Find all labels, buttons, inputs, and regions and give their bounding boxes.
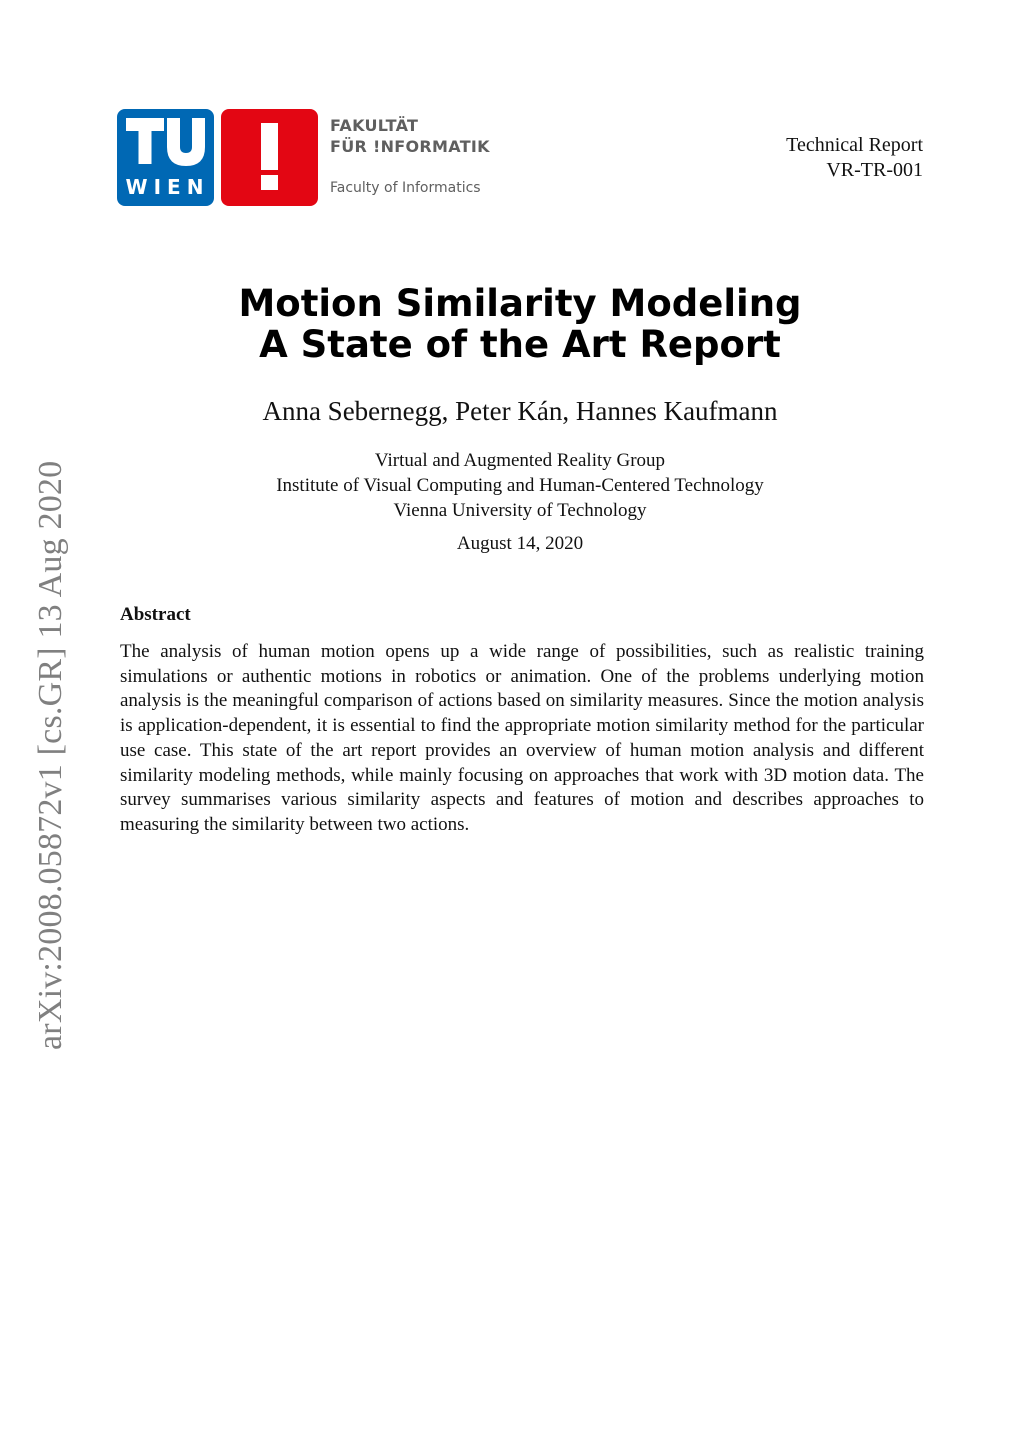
exclamation-logo-box — [221, 109, 318, 206]
publication-date: August 14, 2020 — [456, 533, 584, 554]
affiliation-institute: Institute of Visual Computing and Human-Centered Technology — [276, 475, 764, 496]
abstract-heading: Abstract — [120, 604, 191, 625]
tu-letters-icon — [117, 109, 214, 175]
faculty-subtitle: Faculty of Informatics — [330, 180, 481, 196]
arxiv-stamp: arXiv:2008.05872v1 [cs.GR] 13 Aug 2020 — [32, 460, 69, 1050]
faculty-line-1: FAKULTÄT — [330, 116, 419, 135]
exclamation-icon — [221, 109, 318, 206]
report-identifier — [786, 133, 923, 183]
title-line-2: A State of the Art Report — [259, 323, 781, 366]
faculty-name — [330, 115, 490, 196]
affiliation — [0, 448, 1024, 523]
tu-logo-box — [117, 109, 214, 206]
paper-title — [0, 283, 1024, 365]
report-number: VR-TR-001 — [826, 159, 923, 181]
affiliation-university: Vienna University of Technology — [393, 500, 647, 521]
faculty-line-2: FÜR !NFORMATIK — [330, 137, 490, 156]
wien-label: WIEN — [125, 175, 210, 199]
authors: Anna Sebernegg, Peter Kán, Hannes Kaufmann — [262, 396, 778, 426]
affiliation-group: Virtual and Augmented Reality Group — [374, 450, 666, 471]
abstract-text: The analysis of human motion opens up a wide range of possibilities, such as realistic training simulations or authentic motions in robotics or animation. One of the problems underlying motion analysis is the meaningful comparison of actions based on similarity measures. Since the motion analysis is application-dependent, it is essential to find the appropriate motion similarity method for the particular use case. This state of the art report provides an overview of human motion analysis and different similarity modeling methods, while mainly focusing on approaches that work with 3D motion data. The survey summarises various similarity aspects and features of motion and describes approaches to measuring the similarity between two actions. — [120, 641, 924, 835]
report-type: Technical Report — [786, 134, 923, 156]
title-line-1: Motion Similarity Modeling — [238, 282, 802, 325]
